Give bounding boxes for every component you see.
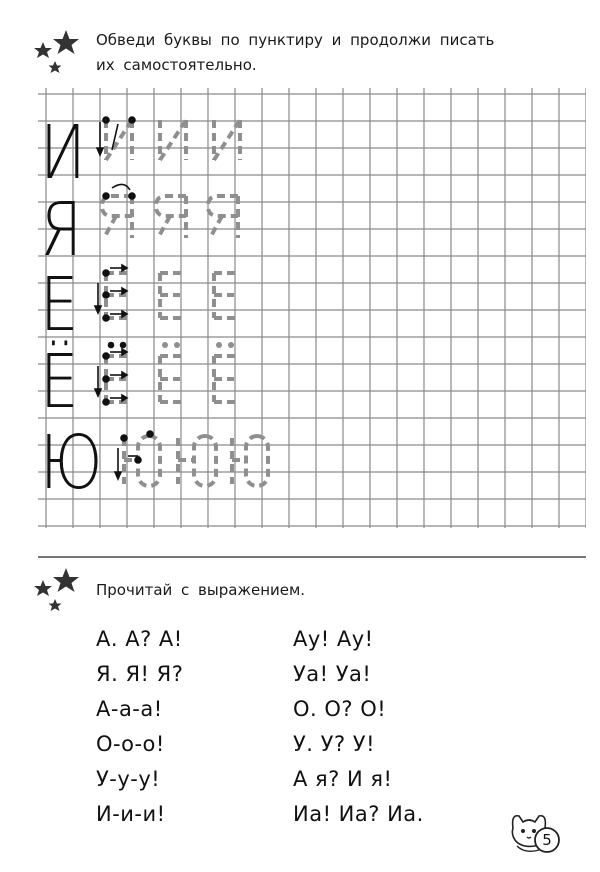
reading-line: У. У? У!	[293, 732, 375, 756]
reading-line: Уа! Уа!	[293, 662, 372, 686]
reading-column-right	[293, 622, 424, 832]
trace-letter-i	[106, 120, 240, 160]
writing-grid	[38, 88, 586, 528]
task1-instruction-line2: их самостоятельно.	[96, 56, 257, 74]
reading-line: О-о-о!	[96, 732, 165, 756]
section-divider	[38, 556, 586, 558]
reading-line: А. А? А!	[96, 627, 183, 651]
task1-instruction-line1: Обведи буквы по пунктиру и продолжи писать	[96, 31, 495, 49]
reading-line: А я? И я!	[293, 767, 393, 791]
reading-line: У-у-у!	[96, 767, 161, 791]
stars-icon	[30, 566, 80, 614]
trace-letter-yu	[124, 436, 268, 486]
reading-line: Ау! Ау!	[293, 627, 374, 651]
trace-dots	[162, 342, 234, 348]
model-letter-yu: Ю	[40, 420, 103, 506]
reading-line: А-а-а!	[96, 697, 163, 721]
model-letter-yo: Ё	[40, 339, 79, 425]
reading-line: И-и-и!	[96, 802, 166, 826]
page-number-badge	[505, 806, 561, 858]
stroke-guide-arrows	[95, 117, 153, 479]
page-number: 5	[542, 831, 552, 849]
reading-line: О. О? О!	[293, 697, 387, 721]
trace-letter-yo	[106, 356, 236, 402]
reading-line: Я. Я! Я?	[96, 662, 184, 686]
reading-line: Иа! Иа? Иа.	[293, 802, 424, 826]
stars-icon	[30, 28, 80, 76]
model-letter-i: И	[40, 110, 86, 196]
trace-letter-e	[106, 273, 236, 318]
model-letter-ya: Я	[40, 187, 83, 273]
reading-column-left	[96, 622, 183, 832]
model-letter-e: Е	[40, 262, 79, 348]
task2-instruction: Прочитай с выражением.	[96, 581, 306, 599]
